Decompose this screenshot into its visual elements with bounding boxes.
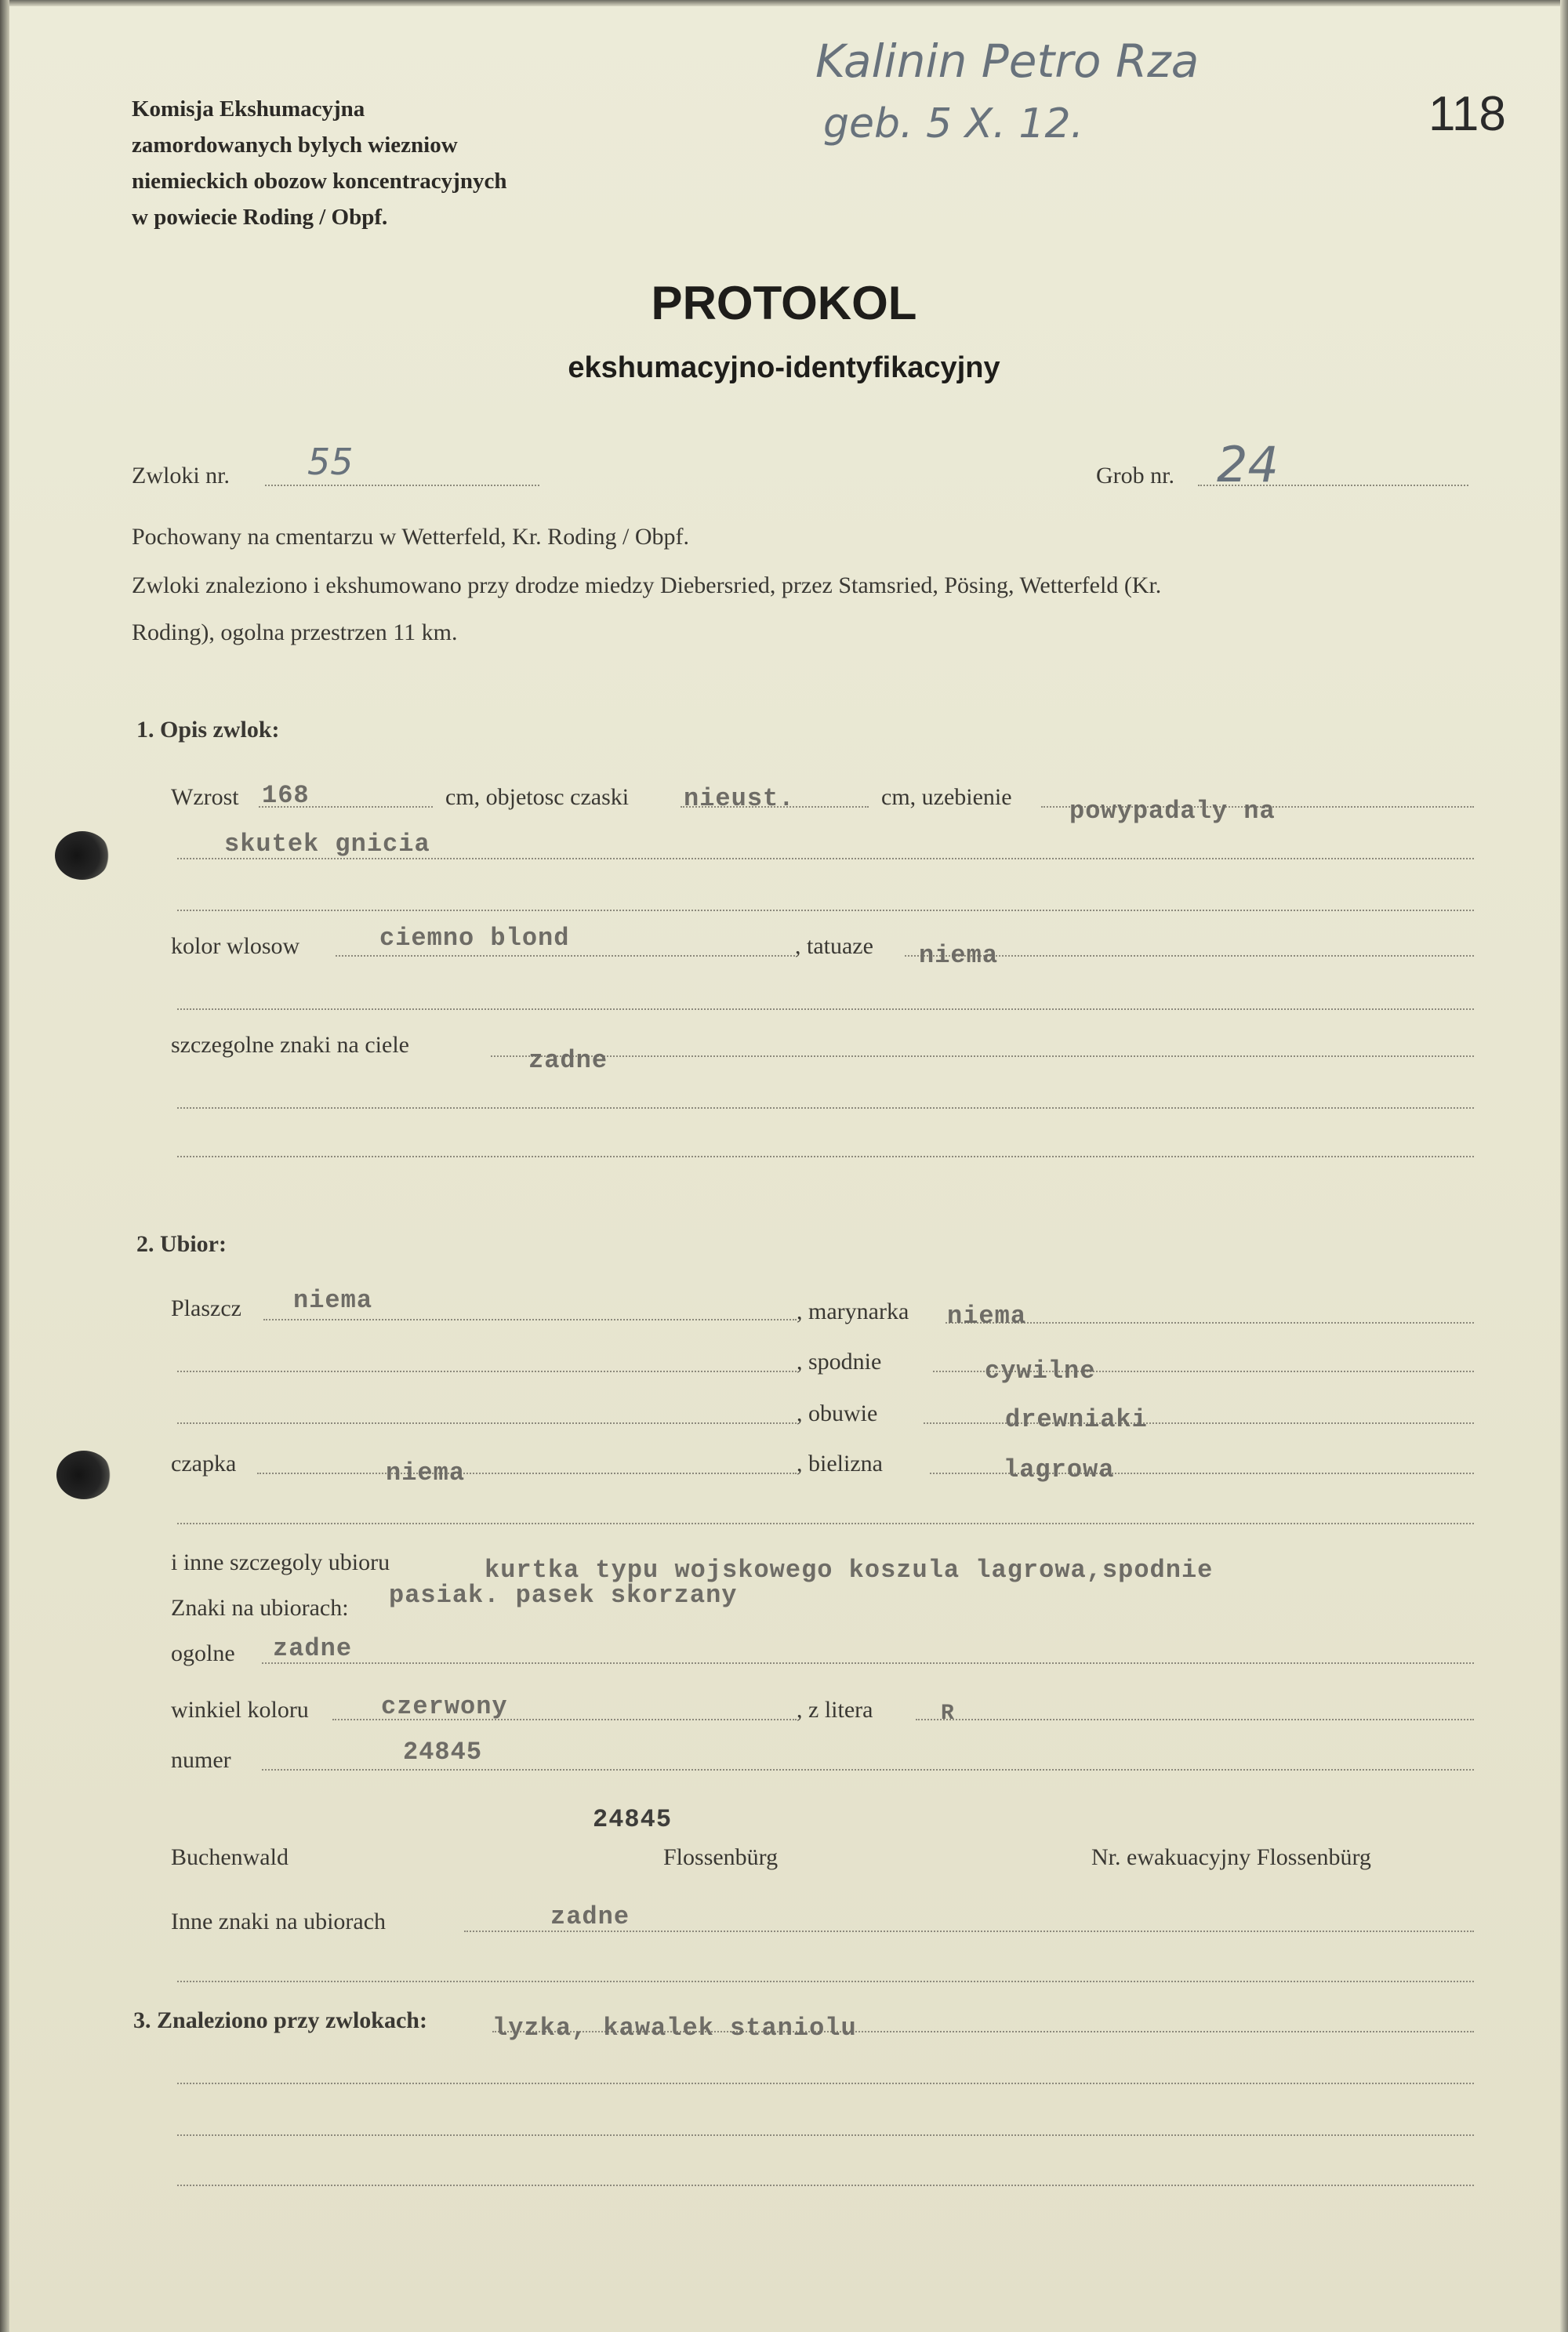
wlosy-line	[336, 955, 795, 957]
handwritten-name: Kalinin Petro Rza	[815, 35, 1200, 88]
ruled-line	[177, 858, 1474, 859]
litera-value: R	[941, 1702, 955, 1726]
flossenburg-number: 24845	[593, 1805, 673, 1834]
wlosy-value: ciemno blond	[379, 924, 570, 953]
section-1-heading: 1. Opis zwlok:	[136, 717, 280, 743]
plaszcz-value: niema	[293, 1286, 373, 1315]
bielizna-value: lagrowa	[1004, 1455, 1115, 1484]
buchenwald-label: Buchenwald	[171, 1844, 289, 1870]
winkiel-value: czerwony	[381, 1692, 508, 1721]
znaki-ubiorach-label: Znaki na ubiorach:	[171, 1595, 349, 1621]
bielizna-label: , bielizna	[797, 1451, 883, 1477]
ruled-line	[177, 1008, 1474, 1010]
found-location-line1: Zwloki znaleziono i ekshumowano przy drodze miedzy Diebersried, przez Stamsried, Pösing, Wetterfeld (Kr.	[132, 572, 1162, 598]
page-number: 118	[1428, 87, 1506, 141]
ruled-line	[177, 1107, 1474, 1109]
wzrost-value: 168	[262, 781, 310, 810]
znaki-label: szczegolne znaki na ciele	[171, 1032, 409, 1058]
tatuaze-value: niema	[919, 941, 999, 970]
czapka-label: czapka	[171, 1451, 237, 1477]
page-edge-top	[0, 0, 1568, 6]
page-edge-right	[1560, 0, 1568, 2332]
ruled-line	[177, 2185, 1474, 2186]
handwritten-birth-date: geb. 5 X. 12.	[823, 100, 1084, 147]
ruled-line	[177, 1981, 1474, 1982]
tatuaze-label: , tatuaze	[795, 933, 873, 959]
ogolne-label: ogolne	[171, 1640, 235, 1666]
uzebienie-value-line1: powypadaly na	[1069, 797, 1276, 826]
ruled-line	[177, 2134, 1474, 2136]
committee-line: niemieckich obozow koncentracyjnych	[132, 169, 507, 194]
ruled-line	[177, 910, 1474, 911]
marynarka-label: , marynarka	[797, 1299, 909, 1324]
committee-line: zamordowanych bylych wiezniow	[132, 133, 458, 158]
ruled-line	[177, 1523, 1474, 1524]
ruled-line	[177, 1371, 797, 1372]
section-3-value: lyzka, kawalek staniolu	[492, 2014, 857, 2043]
plaszcz-line	[263, 1319, 797, 1320]
section-2-heading: 2. Ubior:	[136, 1231, 227, 1257]
inne-szczegoly-value-line2: pasiak. pasek skorzany	[389, 1581, 738, 1610]
flossenburg-label: Flossenbürg	[663, 1844, 779, 1870]
czaska-label: cm, objetosc czaski	[445, 784, 630, 810]
zwloki-label: Zwloki nr.	[132, 463, 230, 489]
obuwie-value: drewniaki	[1005, 1405, 1148, 1434]
zwloki-line	[265, 485, 539, 486]
ruled-line	[177, 1156, 1474, 1157]
spodnie-value: cywilne	[985, 1357, 1096, 1386]
ruled-line	[177, 2083, 1474, 2084]
inne-szczegoly-label: i inne szczegoly ubioru	[171, 1549, 390, 1575]
committee-line: Komisja Ekshumacyjna	[132, 96, 365, 122]
inne-szczegoly-value-line1: kurtka typu wojskowego koszula lagrowa,spodnie	[485, 1556, 1214, 1585]
ewakuacyjny-label: Nr. ewakuacyjny Flossenbürg	[1091, 1844, 1371, 1870]
numer-line	[262, 1769, 1474, 1771]
inne-znaki-label: Inne znaki na ubiorach	[171, 1909, 387, 1934]
ruled-line	[177, 1422, 797, 1424]
punch-hole-icon	[55, 831, 110, 880]
znaki-line	[491, 1055, 1474, 1057]
uzebienie-label: cm, uzebienie	[881, 784, 1012, 810]
ogolne-line	[262, 1662, 1474, 1664]
zwloki-number: 55	[307, 441, 354, 483]
plaszcz-label: Plaszcz	[171, 1295, 241, 1321]
grob-number: 24	[1217, 436, 1279, 493]
wzrost-label: Wzrost	[171, 784, 239, 810]
found-location-line2: Roding), ogolna przestrzen 11 km.	[132, 619, 458, 645]
numer-label: numer	[171, 1747, 231, 1773]
grob-label: Grob nr.	[1096, 463, 1174, 489]
litera-label: , z litera	[797, 1697, 873, 1723]
spodnie-label: , spodnie	[797, 1349, 882, 1375]
committee-line: w powiecie Roding / Obpf.	[132, 205, 388, 230]
page-edge-left	[0, 0, 9, 2332]
marynarka-value: niema	[947, 1302, 1027, 1331]
ogolne-value: zadne	[273, 1634, 353, 1663]
czaska-value: nieust.	[684, 784, 795, 813]
winkiel-label: winkiel koloru	[171, 1697, 309, 1723]
burial-place: Pochowany na cmentarzu w Wetterfeld, Kr. Roding / Obpf.	[132, 524, 690, 550]
czapka-value: niema	[386, 1458, 466, 1487]
punch-hole-icon	[56, 1451, 111, 1499]
page-subtitle: ekshumacyjno-identyfikacyjny	[568, 351, 1000, 384]
committee-name	[132, 91, 506, 235]
znaki-value: zadne	[528, 1046, 608, 1075]
section-3-heading: 3. Znaleziono przy zwlokach:	[133, 2007, 427, 2033]
numer-value: 24845	[403, 1738, 483, 1767]
inne-znaki-value: zadne	[550, 1902, 630, 1931]
obuwie-label: , obuwie	[797, 1400, 878, 1426]
page-title: PROTOKOL	[651, 277, 917, 329]
litera-line	[916, 1719, 1474, 1720]
czapka-line	[257, 1473, 797, 1474]
uzebienie-value-line2: skutek gnicia	[224, 830, 430, 859]
wlosy-label: kolor wlosow	[171, 933, 300, 959]
